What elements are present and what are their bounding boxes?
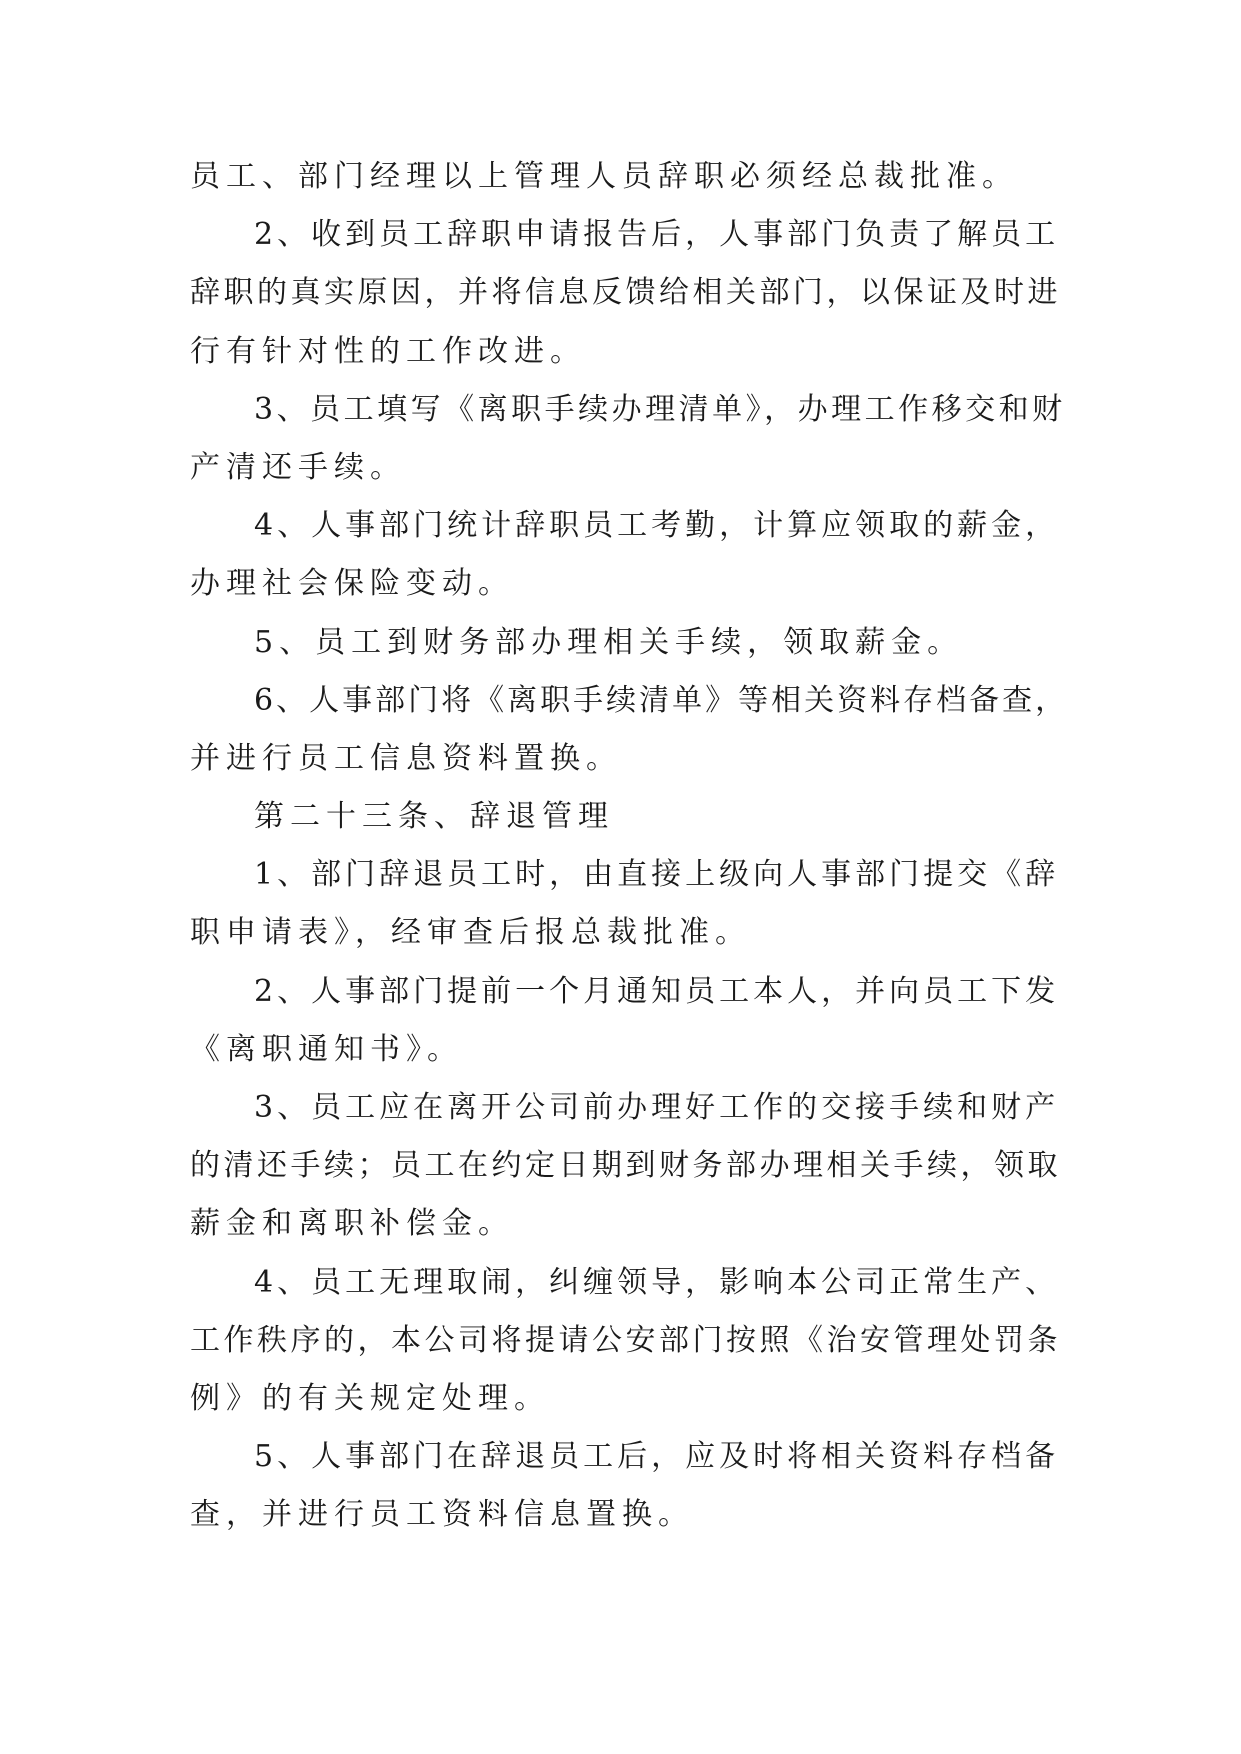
- text-line: 例》的有关规定处理。: [190, 1380, 550, 1416]
- text-line: 3、员工填写《离职手续办理清单》，办理工作移交和财: [254, 391, 1066, 427]
- text-line: 辞职的真实原因，并将信息反馈给相关部门，以保证及时进: [190, 275, 1061, 311]
- text-line: 4、人事部门统计辞职员工考勤，计算应领取的薪金，: [254, 508, 1060, 544]
- text-line: 4、员工无理取闹，纠缠领导，影响本公司正常生产、: [254, 1264, 1060, 1300]
- section-heading: 第二十三条、辞退管理: [254, 799, 614, 835]
- text-line: 并进行员工信息资料置换。: [190, 740, 622, 776]
- text-line: 1、部门辞退员工时，由直接上级向人事部门提交《辞: [254, 857, 1060, 893]
- text-line: 《离职通知书》。: [190, 1031, 463, 1067]
- text-line: 产清还手续。: [190, 449, 406, 485]
- text-line: 查，并进行员工资料信息置换。: [190, 1497, 694, 1533]
- text-line: 的清还手续；员工在约定日期到财务部办理相关手续，领取: [190, 1148, 1061, 1184]
- text-line: 5、员工到财务部办理相关手续，领取薪金。: [254, 624, 964, 660]
- text-line: 薪金和离职补偿金。: [190, 1206, 514, 1242]
- text-line: 员工、部门经理以上管理人员辞职必须经总裁批准。: [190, 159, 1018, 194]
- text-line: 办理社会保险变动。: [190, 566, 514, 602]
- document-body: [190, 160, 1070, 1557]
- text-line: 6、人事部门将《离职手续清单》等相关资料存档备查，: [254, 682, 1069, 718]
- text-line: 工作秩序的，本公司将提请公安部门按照《治安管理处罚条: [190, 1322, 1061, 1358]
- text-line: 5、人事部门在辞退员工后，应及时将相关资料存档备: [254, 1439, 1060, 1475]
- text-line: 3、员工应在离开公司前办理好工作的交接手续和财产: [254, 1090, 1060, 1125]
- text-line: 职申请表》，经审查后报总裁批准。: [190, 915, 751, 951]
- text-line: 2、人事部门提前一个月通知员工本人，并向员工下发: [254, 973, 1060, 1009]
- text-line: 2、收到员工辞职申请报告后，人事部门负责了解员工: [254, 217, 1060, 253]
- text-line: 行有针对性的工作改进。: [190, 333, 586, 369]
